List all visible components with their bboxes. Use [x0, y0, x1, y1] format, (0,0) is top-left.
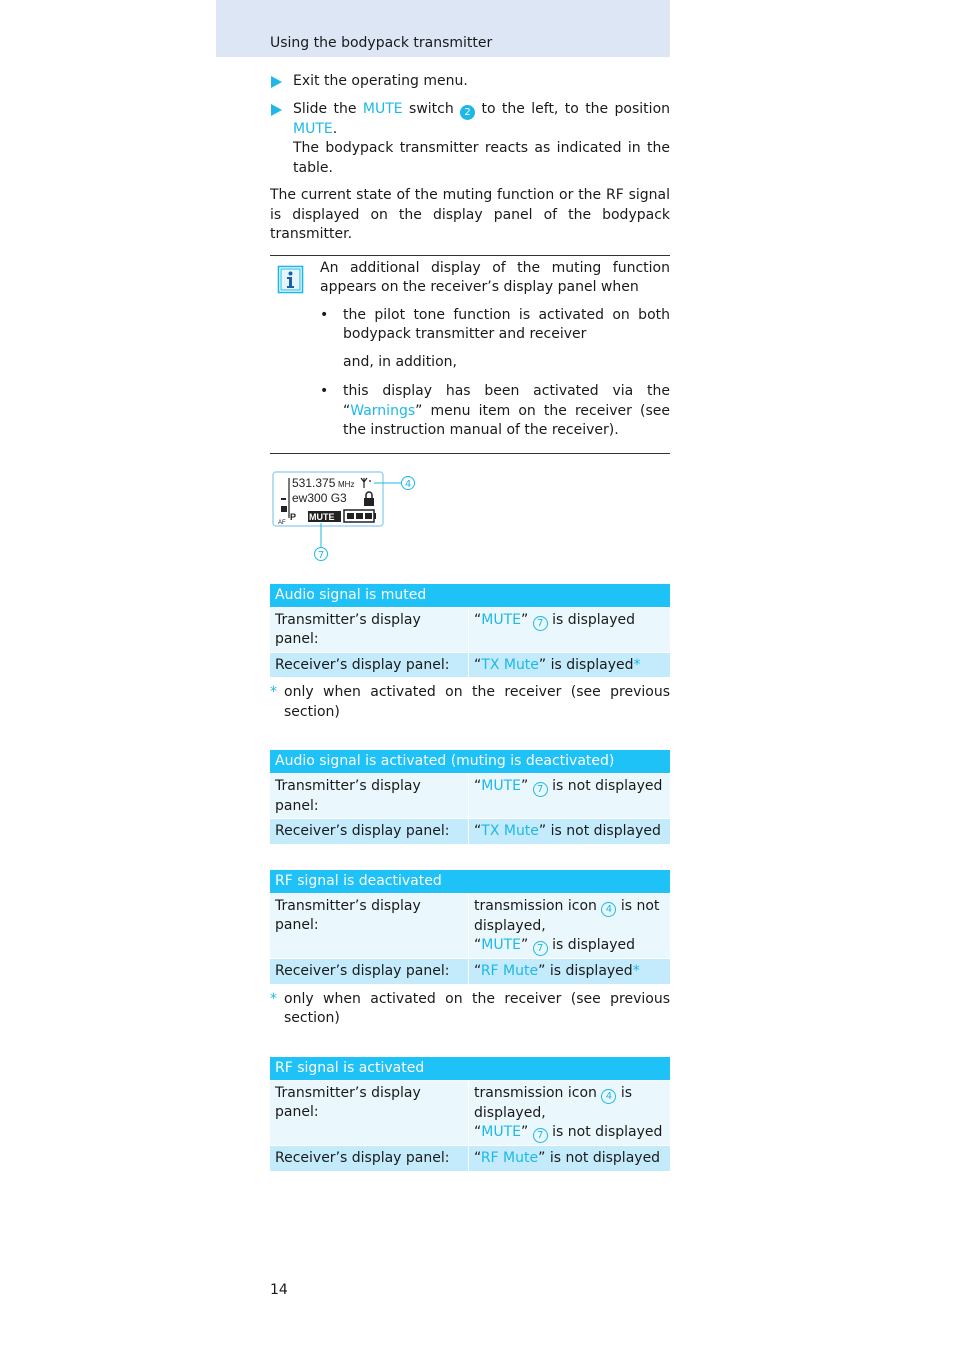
callout-7-icon: 7: [317, 549, 325, 561]
callout-4-icon: 4: [601, 902, 616, 917]
step-text: .: [332, 120, 338, 137]
row-value: “TX Mute” is displayed*: [469, 652, 671, 677]
footnote: [270, 990, 670, 1029]
bullet-dot: •: [320, 306, 329, 323]
step-exit-menu: [270, 72, 670, 92]
table-rf-deactivated: [270, 870, 670, 984]
note-item: [320, 382, 670, 441]
lcd-illustration: [270, 472, 670, 572]
mute-term: MUTE: [362, 100, 403, 117]
running-header: [216, 0, 670, 57]
table-rf-activated: [270, 1057, 670, 1171]
callout-7-icon: 7: [533, 782, 548, 797]
table-row: [270, 774, 670, 819]
lcd-name: ew300 G3: [292, 490, 347, 505]
mute-term: MUTE: [481, 1124, 521, 1140]
row-label: Transmitter’s display panel:: [270, 774, 469, 819]
table-title: RF signal is deactivated: [270, 870, 670, 894]
table-row: [270, 819, 670, 844]
callout-4-icon: 4: [404, 478, 412, 490]
row-label: Transmitter’s display panel:: [270, 1080, 469, 1146]
footnote: [270, 683, 670, 722]
table-row: [270, 959, 670, 984]
row-value: “MUTE” 7 is displayed: [469, 607, 671, 652]
arrow-bullet-icon: [271, 104, 282, 116]
table-row: [270, 607, 670, 652]
footnote-star: *: [633, 656, 641, 673]
lcd-frequency: 531.375: [292, 475, 336, 490]
table-row: [270, 1146, 670, 1171]
table-row: [270, 652, 670, 677]
row-value: transmission icon 4 is not displayed, “MUTE” 7 is displayed: [469, 893, 671, 959]
mute-term: MUTE: [481, 611, 521, 628]
table-title: RF signal is activated: [270, 1057, 670, 1081]
footnote-star: *: [270, 684, 277, 700]
table-title: Audio signal is activated (muting is deactivated): [270, 750, 670, 774]
table-audio-muted: [270, 584, 670, 678]
section-title: Using the bodypack transmitter: [270, 35, 493, 51]
row-label: Receiver’s display panel:: [270, 959, 469, 984]
table-audio-activated: [270, 750, 670, 844]
bullet-dot: •: [320, 383, 329, 399]
footnote-text: only when activated on the receiver (see previous section): [284, 684, 670, 720]
warnings-term: Warnings: [350, 402, 416, 419]
step-slide-switch: [270, 100, 670, 179]
lcd-af: AF: [278, 519, 286, 526]
lcd-p: P: [290, 511, 297, 522]
note-and: and, in addition,: [343, 353, 457, 370]
note-lead: An additional display of the muting function appears on the receiver’s display panel when: [320, 259, 670, 295]
row-value: transmission icon 4 is displayed, “MUTE” 7 is not displayed: [469, 1080, 671, 1146]
row-label: Transmitter’s display panel:: [270, 893, 469, 959]
step-text: Exit the operating menu.: [293, 73, 468, 89]
footnote-text: only when activated on the receiver (see previous section): [284, 990, 670, 1026]
footnote-star: *: [270, 990, 277, 1007]
row-label: Receiver’s display panel:: [270, 652, 469, 677]
row-label: Receiver’s display panel:: [270, 1146, 469, 1171]
tx-mute-term: TX Mute: [481, 656, 539, 673]
row-label: Transmitter’s display panel:: [270, 607, 469, 652]
callout-7-icon: 7: [533, 616, 548, 631]
callout-7-icon: 7: [533, 941, 548, 956]
note-item-text: the pilot tone function is activated on both bodypack transmitter and receiver: [343, 306, 670, 342]
table-row: [270, 893, 670, 959]
row-label: Receiver’s display panel:: [270, 819, 469, 844]
page-number: 14: [270, 1282, 288, 1298]
rf-mute-term: RF Mute: [480, 963, 539, 979]
tx-mute-term: TX Mute: [481, 823, 539, 839]
mute-term: MUTE: [481, 937, 521, 953]
mute-term: MUTE: [481, 778, 521, 794]
callout-2-icon: 2: [460, 105, 475, 120]
info-note: [270, 255, 670, 454]
step-text: switch: [402, 100, 461, 117]
table-title: Audio signal is muted: [270, 584, 670, 608]
callout-7-icon: 7: [533, 1128, 548, 1143]
transmitter-display-image: [270, 466, 430, 566]
row-value: “RF Mute” is not displayed: [469, 1146, 671, 1171]
row-value: “TX Mute” is not displayed: [469, 819, 671, 844]
table-row: [270, 1080, 670, 1146]
mute-term: MUTE: [293, 120, 333, 137]
info-icon: [277, 265, 305, 295]
note-item-text: this display has been activated via the “: [343, 383, 670, 419]
step-text: to the left, to the position: [475, 100, 671, 117]
note-item-text: ” menu item on the receiver (see the instruction manual of the receiver).: [343, 402, 670, 438]
footnote-star: *: [632, 963, 640, 979]
row-value: “MUTE” 7 is not displayed: [469, 774, 671, 819]
lock-icon: [364, 498, 374, 506]
rf-mute-term: RF Mute: [480, 1150, 539, 1166]
step-result: The bodypack transmitter reacts as indicated in the table.: [293, 140, 670, 176]
callout-4-icon: 4: [601, 1089, 616, 1104]
arrow-bullet-icon: [271, 76, 282, 88]
note-item: [320, 306, 670, 345]
intro-paragraph: The current state of the muting function or the RF signal is displayed on the display panel of the bodypack transmitter.: [270, 187, 670, 242]
step-text: Slide the: [293, 100, 363, 117]
lcd-unit: MHz: [338, 479, 355, 489]
lcd-mute: MUTE: [309, 511, 335, 522]
page-content: [270, 72, 670, 1171]
row-value: “RF Mute” is displayed*: [469, 959, 671, 984]
